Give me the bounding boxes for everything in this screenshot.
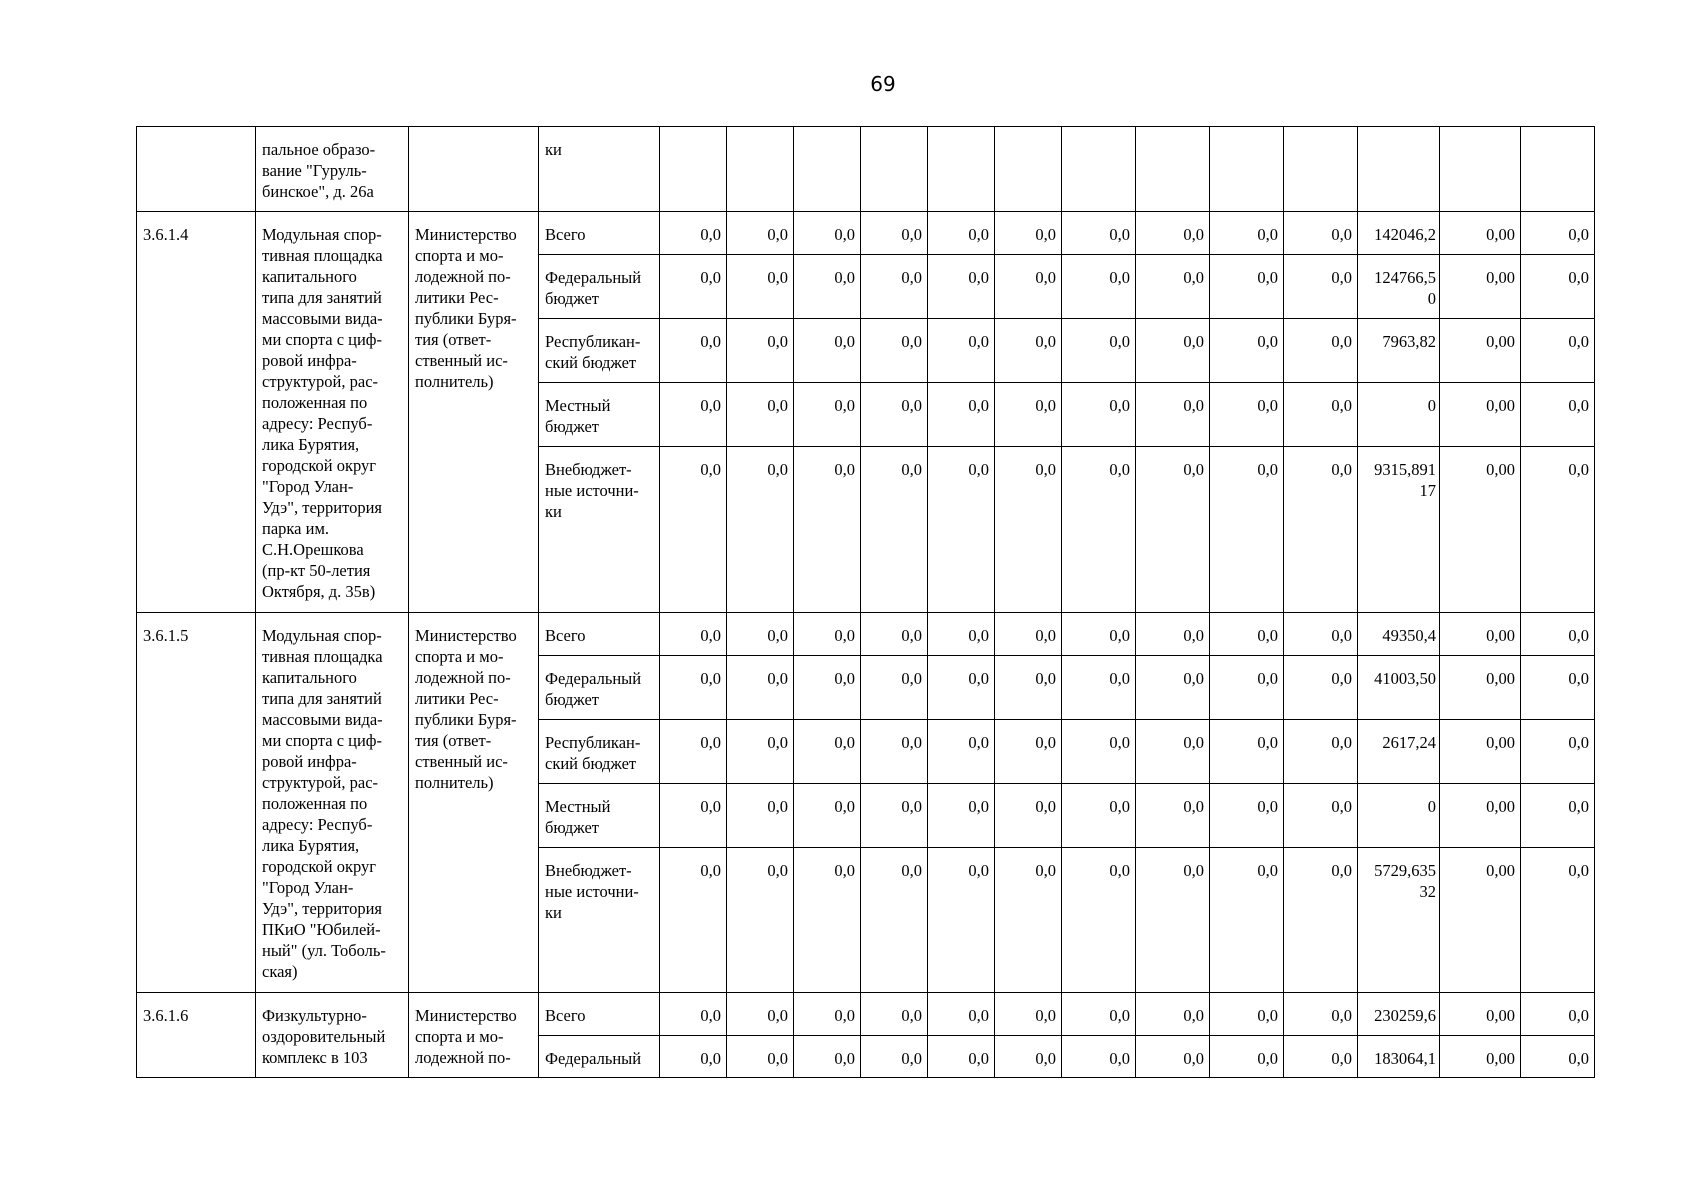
amount-cell: 0,0: [928, 720, 995, 784]
amount-cell: 0,0: [727, 656, 794, 720]
amount-cell: 0,0: [928, 383, 995, 447]
amount-cell: 0,0: [928, 656, 995, 720]
item-executor-cell: Министерство спорта и мо- лодежной по- литики Рес- публики Буря- тия (ответ- ственный ис- полнитель): [409, 212, 539, 613]
amount-cell: 0,0: [995, 1036, 1062, 1078]
amount-cell: 0,0: [1521, 212, 1595, 255]
amount-cell: 0,0: [1062, 447, 1136, 613]
amount-cell: 0,0: [928, 319, 995, 383]
item-code-cell: 3.6.1.6: [137, 993, 256, 1078]
funding-source-cell: ки: [539, 127, 660, 212]
amount-cell: 0,0: [1062, 784, 1136, 848]
amount-cell: 0,0: [928, 447, 995, 613]
amount-cell: 0,0: [861, 848, 928, 993]
funding-source-cell: Внебюджет- ные источни- ки: [539, 848, 660, 993]
amount-cell: 0,0: [727, 319, 794, 383]
amount-cell: 0,00: [1440, 212, 1521, 255]
amount-cell: 0,0: [928, 613, 995, 656]
amount-cell: [928, 127, 995, 212]
amount-cell: 0,0: [1136, 848, 1210, 993]
amount-cell: 0,0: [794, 212, 861, 255]
amount-cell: 0,0: [1136, 784, 1210, 848]
amount-cell: 0,0: [660, 255, 727, 319]
funding-source-cell: Всего: [539, 993, 660, 1036]
amount-cell: 0,0: [928, 784, 995, 848]
amount-cell: 142046,2: [1358, 212, 1440, 255]
amount-cell: 0,0: [660, 613, 727, 656]
amount-cell: 0,0: [1136, 212, 1210, 255]
amount-cell: 0,0: [794, 656, 861, 720]
amount-cell: 0,00: [1440, 720, 1521, 784]
amount-cell: 0,0: [660, 993, 727, 1036]
amount-cell: 0,0: [1062, 993, 1136, 1036]
amount-cell: [1210, 127, 1284, 212]
amount-cell: 0,0: [727, 993, 794, 1036]
amount-cell: 0,00: [1440, 784, 1521, 848]
amount-cell: 0,0: [1136, 720, 1210, 784]
item-executor-cell: Министерство спорта и мо- лодежной по-: [409, 993, 539, 1078]
amount-cell: 0,0: [861, 255, 928, 319]
amount-cell: 0,0: [1210, 848, 1284, 993]
amount-cell: 0,00: [1440, 656, 1521, 720]
amount-cell: 0,0: [928, 212, 995, 255]
item-code-cell: 3.6.1.5: [137, 613, 256, 993]
amount-cell: 0,0: [727, 255, 794, 319]
amount-cell: 0,0: [995, 383, 1062, 447]
amount-cell: 0,0: [727, 848, 794, 993]
amount-cell: 0,0: [727, 383, 794, 447]
amount-cell: 0,0: [1521, 447, 1595, 613]
amount-cell: 0,0: [928, 993, 995, 1036]
amount-cell: 0,0: [928, 1036, 995, 1078]
funding-source-cell: Внебюджет- ные источни- ки: [539, 447, 660, 613]
amount-cell: 0,0: [1062, 383, 1136, 447]
amount-cell: 0,0: [1521, 1036, 1595, 1078]
table-row: [137, 127, 1595, 212]
funding-source-cell: Республикан- ский бюджет: [539, 319, 660, 383]
amount-cell: 0,0: [660, 656, 727, 720]
amount-cell: 0,0: [1062, 848, 1136, 993]
amount-cell: 0,00: [1440, 848, 1521, 993]
funding-source-cell: Республикан- ский бюджет: [539, 720, 660, 784]
amount-cell: 0,0: [1521, 319, 1595, 383]
budget-table: [136, 126, 1595, 1078]
amount-cell: 0,0: [794, 383, 861, 447]
amount-cell: [1358, 127, 1440, 212]
amount-cell: 0,00: [1440, 447, 1521, 613]
amount-cell: 0,0: [794, 720, 861, 784]
amount-cell: 0,0: [1210, 212, 1284, 255]
amount-cell: 0,0: [660, 848, 727, 993]
funding-source-cell: Всего: [539, 212, 660, 255]
amount-cell: 0,0: [794, 848, 861, 993]
amount-cell: 49350,4: [1358, 613, 1440, 656]
amount-cell: 9315,891 17: [1358, 447, 1440, 613]
amount-cell: 124766,5 0: [1358, 255, 1440, 319]
amount-cell: [1521, 127, 1595, 212]
amount-cell: 0,0: [1210, 993, 1284, 1036]
funding-source-cell: Местный бюджет: [539, 784, 660, 848]
amount-cell: 0,0: [727, 212, 794, 255]
amount-cell: 0,0: [794, 1036, 861, 1078]
amount-cell: 0,0: [861, 993, 928, 1036]
amount-cell: 0,0: [1210, 720, 1284, 784]
item-name-cell: Модульная спор- тивная площадка капитального типа для занятий массовыми вида- ми спорта с циф- ровой инфра- структурой, рас- положенная по адресу: Респуб- лика Бурятия, городской округ "Город Улан- Удэ", территория парка им. С.Н.Орешкова (пр-кт 50-летия Октября, д. 35в): [256, 212, 409, 613]
amount-cell: 0,00: [1440, 383, 1521, 447]
funding-source-cell: Федеральный бюджет: [539, 656, 660, 720]
amount-cell: 0,0: [928, 848, 995, 993]
amount-cell: 0,0: [1210, 613, 1284, 656]
amount-cell: 0,0: [1210, 1036, 1284, 1078]
amount-cell: 0,0: [794, 784, 861, 848]
amount-cell: [1062, 127, 1136, 212]
amount-cell: 0,00: [1440, 613, 1521, 656]
amount-cell: 183064,1: [1358, 1036, 1440, 1078]
amount-cell: 0,0: [1210, 656, 1284, 720]
item-executor-cell: [409, 127, 539, 212]
table-row: [137, 993, 1595, 1036]
amount-cell: 0,0: [727, 613, 794, 656]
amount-cell: 0,0: [1210, 255, 1284, 319]
amount-cell: 0,0: [1284, 848, 1358, 993]
amount-cell: 0,0: [995, 447, 1062, 613]
amount-cell: 0,0: [1284, 319, 1358, 383]
amount-cell: 0,0: [660, 1036, 727, 1078]
amount-cell: 0,0: [861, 656, 928, 720]
amount-cell: 0,0: [1136, 319, 1210, 383]
amount-cell: 0,0: [861, 1036, 928, 1078]
amount-cell: 0,0: [1136, 1036, 1210, 1078]
item-code-cell: [137, 127, 256, 212]
amount-cell: 0,0: [660, 784, 727, 848]
item-name-cell: пальное образо- вание "Гуруль- бинское", д. 26а: [256, 127, 409, 212]
amount-cell: 0,00: [1440, 993, 1521, 1036]
amount-cell: 0,0: [995, 784, 1062, 848]
amount-cell: [727, 127, 794, 212]
amount-cell: [995, 127, 1062, 212]
amount-cell: 0,0: [1136, 383, 1210, 447]
amount-cell: 7963,82: [1358, 319, 1440, 383]
table-row: [137, 212, 1595, 255]
amount-cell: 0,00: [1440, 255, 1521, 319]
amount-cell: 0,0: [1062, 319, 1136, 383]
amount-cell: [1284, 127, 1358, 212]
amount-cell: 0,0: [995, 720, 1062, 784]
amount-cell: 0,0: [660, 447, 727, 613]
amount-cell: 0,0: [1210, 383, 1284, 447]
table-row: [137, 613, 1595, 656]
amount-cell: 0,0: [1210, 784, 1284, 848]
amount-cell: 0,0: [1062, 656, 1136, 720]
amount-cell: 0,0: [1284, 212, 1358, 255]
amount-cell: 5729,635 32: [1358, 848, 1440, 993]
amount-cell: 0,0: [1521, 784, 1595, 848]
amount-cell: 0,0: [794, 319, 861, 383]
amount-cell: 0,0: [727, 720, 794, 784]
amount-cell: 0,00: [1440, 1036, 1521, 1078]
amount-cell: 0,0: [861, 447, 928, 613]
amount-cell: 0,0: [995, 613, 1062, 656]
funding-source-cell: Федеральный бюджет: [539, 255, 660, 319]
amount-cell: 0,0: [1284, 255, 1358, 319]
amount-cell: 0,0: [1284, 447, 1358, 613]
amount-cell: 0,0: [794, 993, 861, 1036]
amount-cell: 0,0: [995, 319, 1062, 383]
amount-cell: [1136, 127, 1210, 212]
amount-cell: 0,0: [1136, 447, 1210, 613]
item-code-cell: 3.6.1.4: [137, 212, 256, 613]
amount-cell: 0,0: [1136, 993, 1210, 1036]
amount-cell: 0,0: [1284, 656, 1358, 720]
item-name-cell: Модульная спор- тивная площадка капитального типа для занятий массовыми вида- ми спорта с циф- ровой инфра- структурой, рас- положенная по адресу: Респуб- лика Бурятия, городской округ "Город Улан- Удэ", территория ПКиО "Юбилей- ный" (ул. Тоболь- ская): [256, 613, 409, 993]
funding-source-cell: Местный бюджет: [539, 383, 660, 447]
amount-cell: 0,0: [1284, 613, 1358, 656]
amount-cell: 41003,50: [1358, 656, 1440, 720]
amount-cell: 0,0: [1284, 784, 1358, 848]
amount-cell: 0: [1358, 383, 1440, 447]
amount-cell: 0,0: [1284, 1036, 1358, 1078]
amount-cell: 0,0: [995, 656, 1062, 720]
amount-cell: 0,0: [727, 784, 794, 848]
amount-cell: 0,0: [1136, 656, 1210, 720]
amount-cell: 0,0: [928, 255, 995, 319]
amount-cell: 0: [1358, 784, 1440, 848]
amount-cell: 0,0: [1136, 613, 1210, 656]
amount-cell: 0,0: [1284, 993, 1358, 1036]
amount-cell: 0,0: [727, 1036, 794, 1078]
amount-cell: 0,0: [1062, 613, 1136, 656]
amount-cell: 0,0: [861, 784, 928, 848]
amount-cell: 0,0: [794, 613, 861, 656]
amount-cell: [660, 127, 727, 212]
amount-cell: 0,0: [794, 447, 861, 613]
amount-cell: 0,0: [995, 993, 1062, 1036]
amount-cell: 2617,24: [1358, 720, 1440, 784]
amount-cell: 0,0: [1210, 447, 1284, 613]
amount-cell: 0,0: [1521, 656, 1595, 720]
amount-cell: 0,0: [1210, 319, 1284, 383]
amount-cell: 0,0: [995, 212, 1062, 255]
amount-cell: 0,0: [1062, 255, 1136, 319]
table-body: [137, 127, 1595, 1078]
amount-cell: 0,0: [660, 212, 727, 255]
amount-cell: 0,0: [1521, 720, 1595, 784]
amount-cell: 230259,6: [1358, 993, 1440, 1036]
amount-cell: 0,00: [1440, 319, 1521, 383]
amount-cell: 0,0: [1521, 848, 1595, 993]
amount-cell: [794, 127, 861, 212]
page-number: 69: [870, 72, 896, 96]
amount-cell: [861, 127, 928, 212]
amount-cell: 0,0: [1062, 212, 1136, 255]
item-name-cell: Физкультурно- оздоровительный комплекс в 103: [256, 993, 409, 1078]
amount-cell: 0,0: [1521, 255, 1595, 319]
item-executor-cell: Министерство спорта и мо- лодежной по- литики Рес- публики Буря- тия (ответ- ственный ис- полнитель): [409, 613, 539, 993]
amount-cell: 0,0: [1521, 993, 1595, 1036]
amount-cell: 0,0: [660, 720, 727, 784]
amount-cell: 0,0: [995, 848, 1062, 993]
amount-cell: 0,0: [1062, 720, 1136, 784]
funding-source-cell: Федеральный: [539, 1036, 660, 1078]
amount-cell: 0,0: [861, 212, 928, 255]
amount-cell: 0,0: [1136, 255, 1210, 319]
amount-cell: 0,0: [727, 447, 794, 613]
amount-cell: 0,0: [1284, 720, 1358, 784]
amount-cell: 0,0: [861, 383, 928, 447]
amount-cell: [1440, 127, 1521, 212]
amount-cell: 0,0: [660, 383, 727, 447]
amount-cell: 0,0: [1062, 1036, 1136, 1078]
amount-cell: 0,0: [861, 319, 928, 383]
amount-cell: 0,0: [1284, 383, 1358, 447]
amount-cell: 0,0: [995, 255, 1062, 319]
amount-cell: 0,0: [660, 319, 727, 383]
amount-cell: 0,0: [1521, 383, 1595, 447]
amount-cell: 0,0: [861, 720, 928, 784]
amount-cell: 0,0: [1521, 613, 1595, 656]
amount-cell: 0,0: [794, 255, 861, 319]
amount-cell: 0,0: [861, 613, 928, 656]
funding-source-cell: Всего: [539, 613, 660, 656]
